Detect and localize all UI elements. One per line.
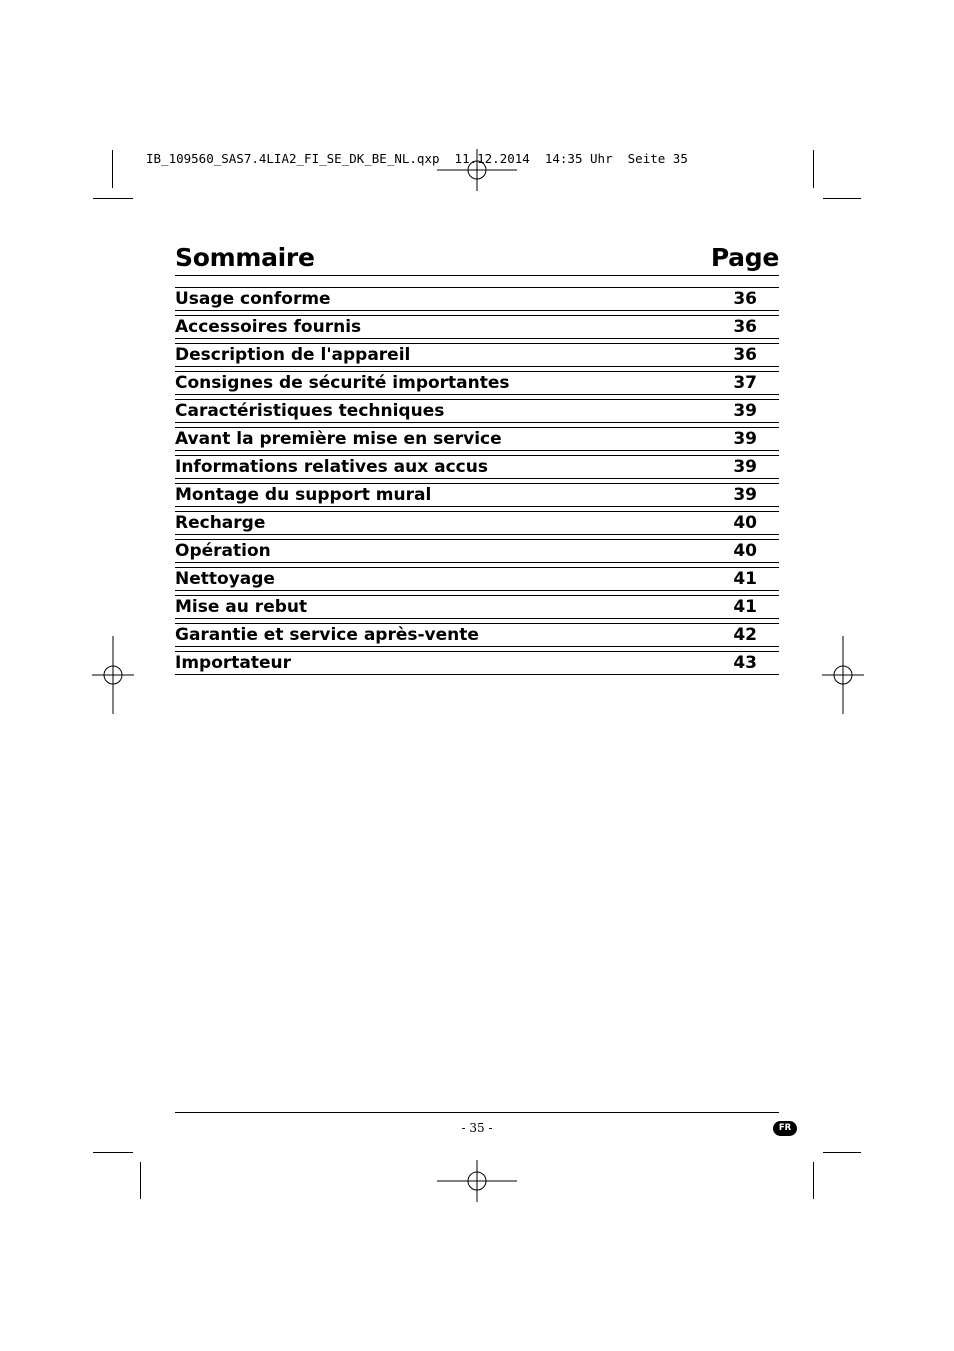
table-of-contents [175, 287, 779, 679]
crop-mark [823, 198, 861, 199]
toc-entry-page: 40 [733, 513, 757, 533]
registration-mark-icon [92, 636, 134, 714]
toc-entry[interactable] [175, 287, 779, 311]
crop-mark [112, 150, 113, 188]
language-badge: FR [773, 1121, 797, 1136]
toc-entry-label: Importateur [175, 653, 292, 673]
toc-entry-label: Mise au rebut [175, 597, 308, 617]
toc-entry-label: Montage du support mural [175, 485, 432, 505]
toc-entry-page: 39 [733, 401, 757, 421]
toc-entry-label: Opération [175, 541, 271, 561]
toc-entry[interactable] [175, 595, 779, 619]
toc-entry-page: 42 [733, 625, 757, 645]
registration-mark-icon [822, 636, 864, 714]
toc-entry-page: 43 [733, 653, 757, 673]
toc-entry-label: Nettoyage [175, 569, 275, 589]
toc-entry[interactable] [175, 399, 779, 423]
toc-entry-label: Garantie et service après-vente [175, 625, 479, 645]
file-slug-line: IB_109560_SAS7.4LIA2_FI_SE_DK_BE_NL.qxp 11.12.2014 14:35 Uhr Seite 35 [146, 151, 688, 166]
toc-entry-page: 39 [733, 457, 757, 477]
crop-mark [823, 1152, 861, 1153]
toc-entry[interactable] [175, 651, 779, 675]
toc-entry-page: 36 [733, 289, 757, 309]
footer-divider [175, 1112, 779, 1113]
toc-entry[interactable] [175, 455, 779, 479]
toc-heading-row [175, 241, 779, 276]
toc-entry-page: 39 [733, 429, 757, 449]
crop-mark [813, 1162, 814, 1199]
toc-title: Sommaire [175, 243, 315, 272]
toc-entry[interactable] [175, 371, 779, 395]
toc-entry-label: Recharge [175, 513, 266, 533]
toc-entry-label: Description de l'appareil [175, 345, 411, 365]
toc-entry-page: 41 [733, 569, 757, 589]
toc-entry[interactable] [175, 567, 779, 591]
toc-entry-label: Accessoires fournis [175, 317, 362, 337]
toc-entry[interactable] [175, 483, 779, 507]
toc-entry[interactable] [175, 427, 779, 451]
registration-mark-icon [437, 1158, 517, 1204]
toc-entry-page: 41 [733, 597, 757, 617]
toc-entry-label: Caractéristiques techniques [175, 401, 445, 421]
crop-mark [813, 150, 814, 188]
toc-entry-page: 37 [733, 373, 757, 393]
crop-mark [140, 1162, 141, 1199]
toc-entry-label: Informations relatives aux accus [175, 457, 488, 477]
toc-entry-page: 36 [733, 345, 757, 365]
toc-entry[interactable] [175, 315, 779, 339]
toc-entry-label: Usage conforme [175, 289, 331, 309]
crop-mark [93, 1152, 133, 1153]
toc-entry[interactable] [175, 623, 779, 647]
toc-entry-page: 40 [733, 541, 757, 561]
registration-mark-icon [437, 147, 517, 193]
toc-entry-label: Avant la première mise en service [175, 429, 502, 449]
toc-entry-page: 36 [733, 317, 757, 337]
page-number: - 35 - [461, 1121, 493, 1135]
toc-entry[interactable] [175, 539, 779, 563]
toc-entry[interactable] [175, 343, 779, 367]
toc-entry[interactable] [175, 511, 779, 535]
crop-mark [93, 198, 133, 199]
toc-entry-page: 39 [733, 485, 757, 505]
page-column-heading: Page [710, 243, 779, 272]
toc-entry-label: Consignes de sécurité importantes [175, 373, 510, 393]
